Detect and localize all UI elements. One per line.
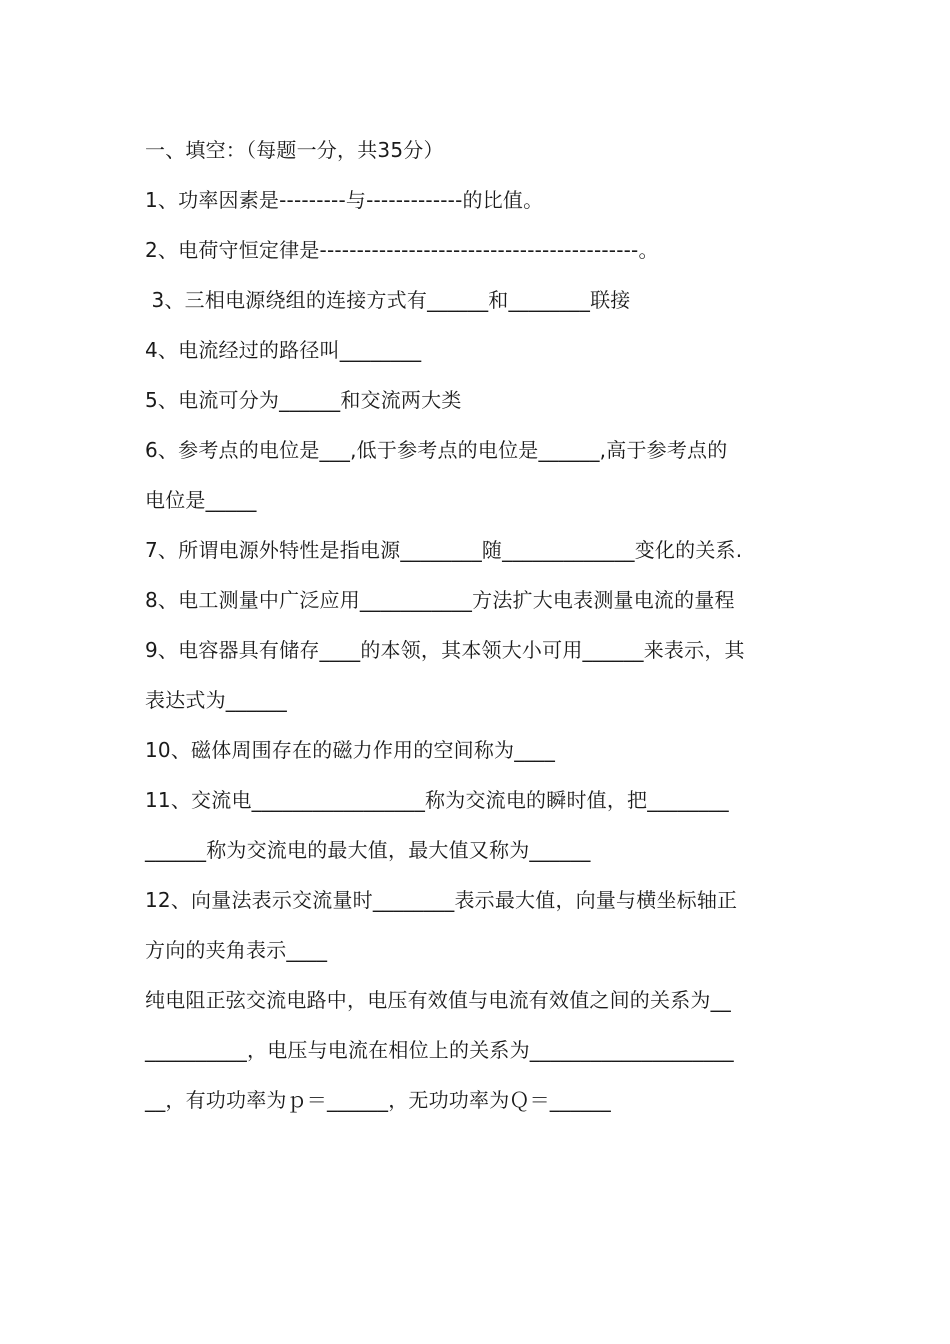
question-13-continued: __________，电压与电流在相位上的关系为____________________ bbox=[145, 1038, 734, 1062]
question-12: 12、向量法表示交流量时________表示最大值，向量与横坐标轴正 bbox=[145, 888, 738, 912]
question-6: 6、参考点的电位是___,低于参考点的电位是______,高于参考点的 bbox=[145, 438, 728, 462]
question-4: 4、电流经过的路径叫________ bbox=[145, 338, 422, 362]
question-1: 1、功率因素是---------与-------------的比值。 bbox=[145, 188, 544, 212]
question-2: 2、电荷守恒定律是-------------------------------------------。 bbox=[145, 238, 659, 262]
question-11-continued: ______称为交流电的最大值，最大值又称为______ bbox=[145, 838, 591, 862]
question-9-continued: 表达式为______ bbox=[145, 688, 287, 712]
question-11: 11、交流电_________________称为交流电的瞬时值，把________ bbox=[145, 788, 729, 812]
document-body bbox=[145, 132, 825, 1132]
question-3: 3、三相电源绕组的连接方式有______和________联接 bbox=[145, 288, 631, 312]
question-13: 纯电阻正弦交流电路中，电压有效值与电流有效值之间的关系为__ bbox=[145, 988, 731, 1012]
question-6-continued: 电位是_____ bbox=[145, 488, 257, 512]
question-7: 7、所谓电源外特性是指电源________随_____________变化的关系. bbox=[145, 538, 743, 562]
question-8: 8、电工测量中广泛应用___________方法扩大电表测量电流的量程 bbox=[145, 588, 735, 612]
section-heading: 一、填空：（每题一分，共35分） bbox=[145, 138, 444, 162]
question-12-continued: 方向的夹角表示____ bbox=[145, 938, 328, 962]
question-10: 10、磁体周围存在的磁力作用的空间称为____ bbox=[145, 738, 556, 762]
question-5: 5、电流可分为______和交流两大类 bbox=[145, 388, 462, 412]
question-9: 9、电容器具有储存____的本领，其本领大小可用______来表示，其 bbox=[145, 638, 745, 662]
question-13-end: __，有功功率为ｐ＝______，无功功率为Ｑ＝______ bbox=[145, 1088, 611, 1112]
